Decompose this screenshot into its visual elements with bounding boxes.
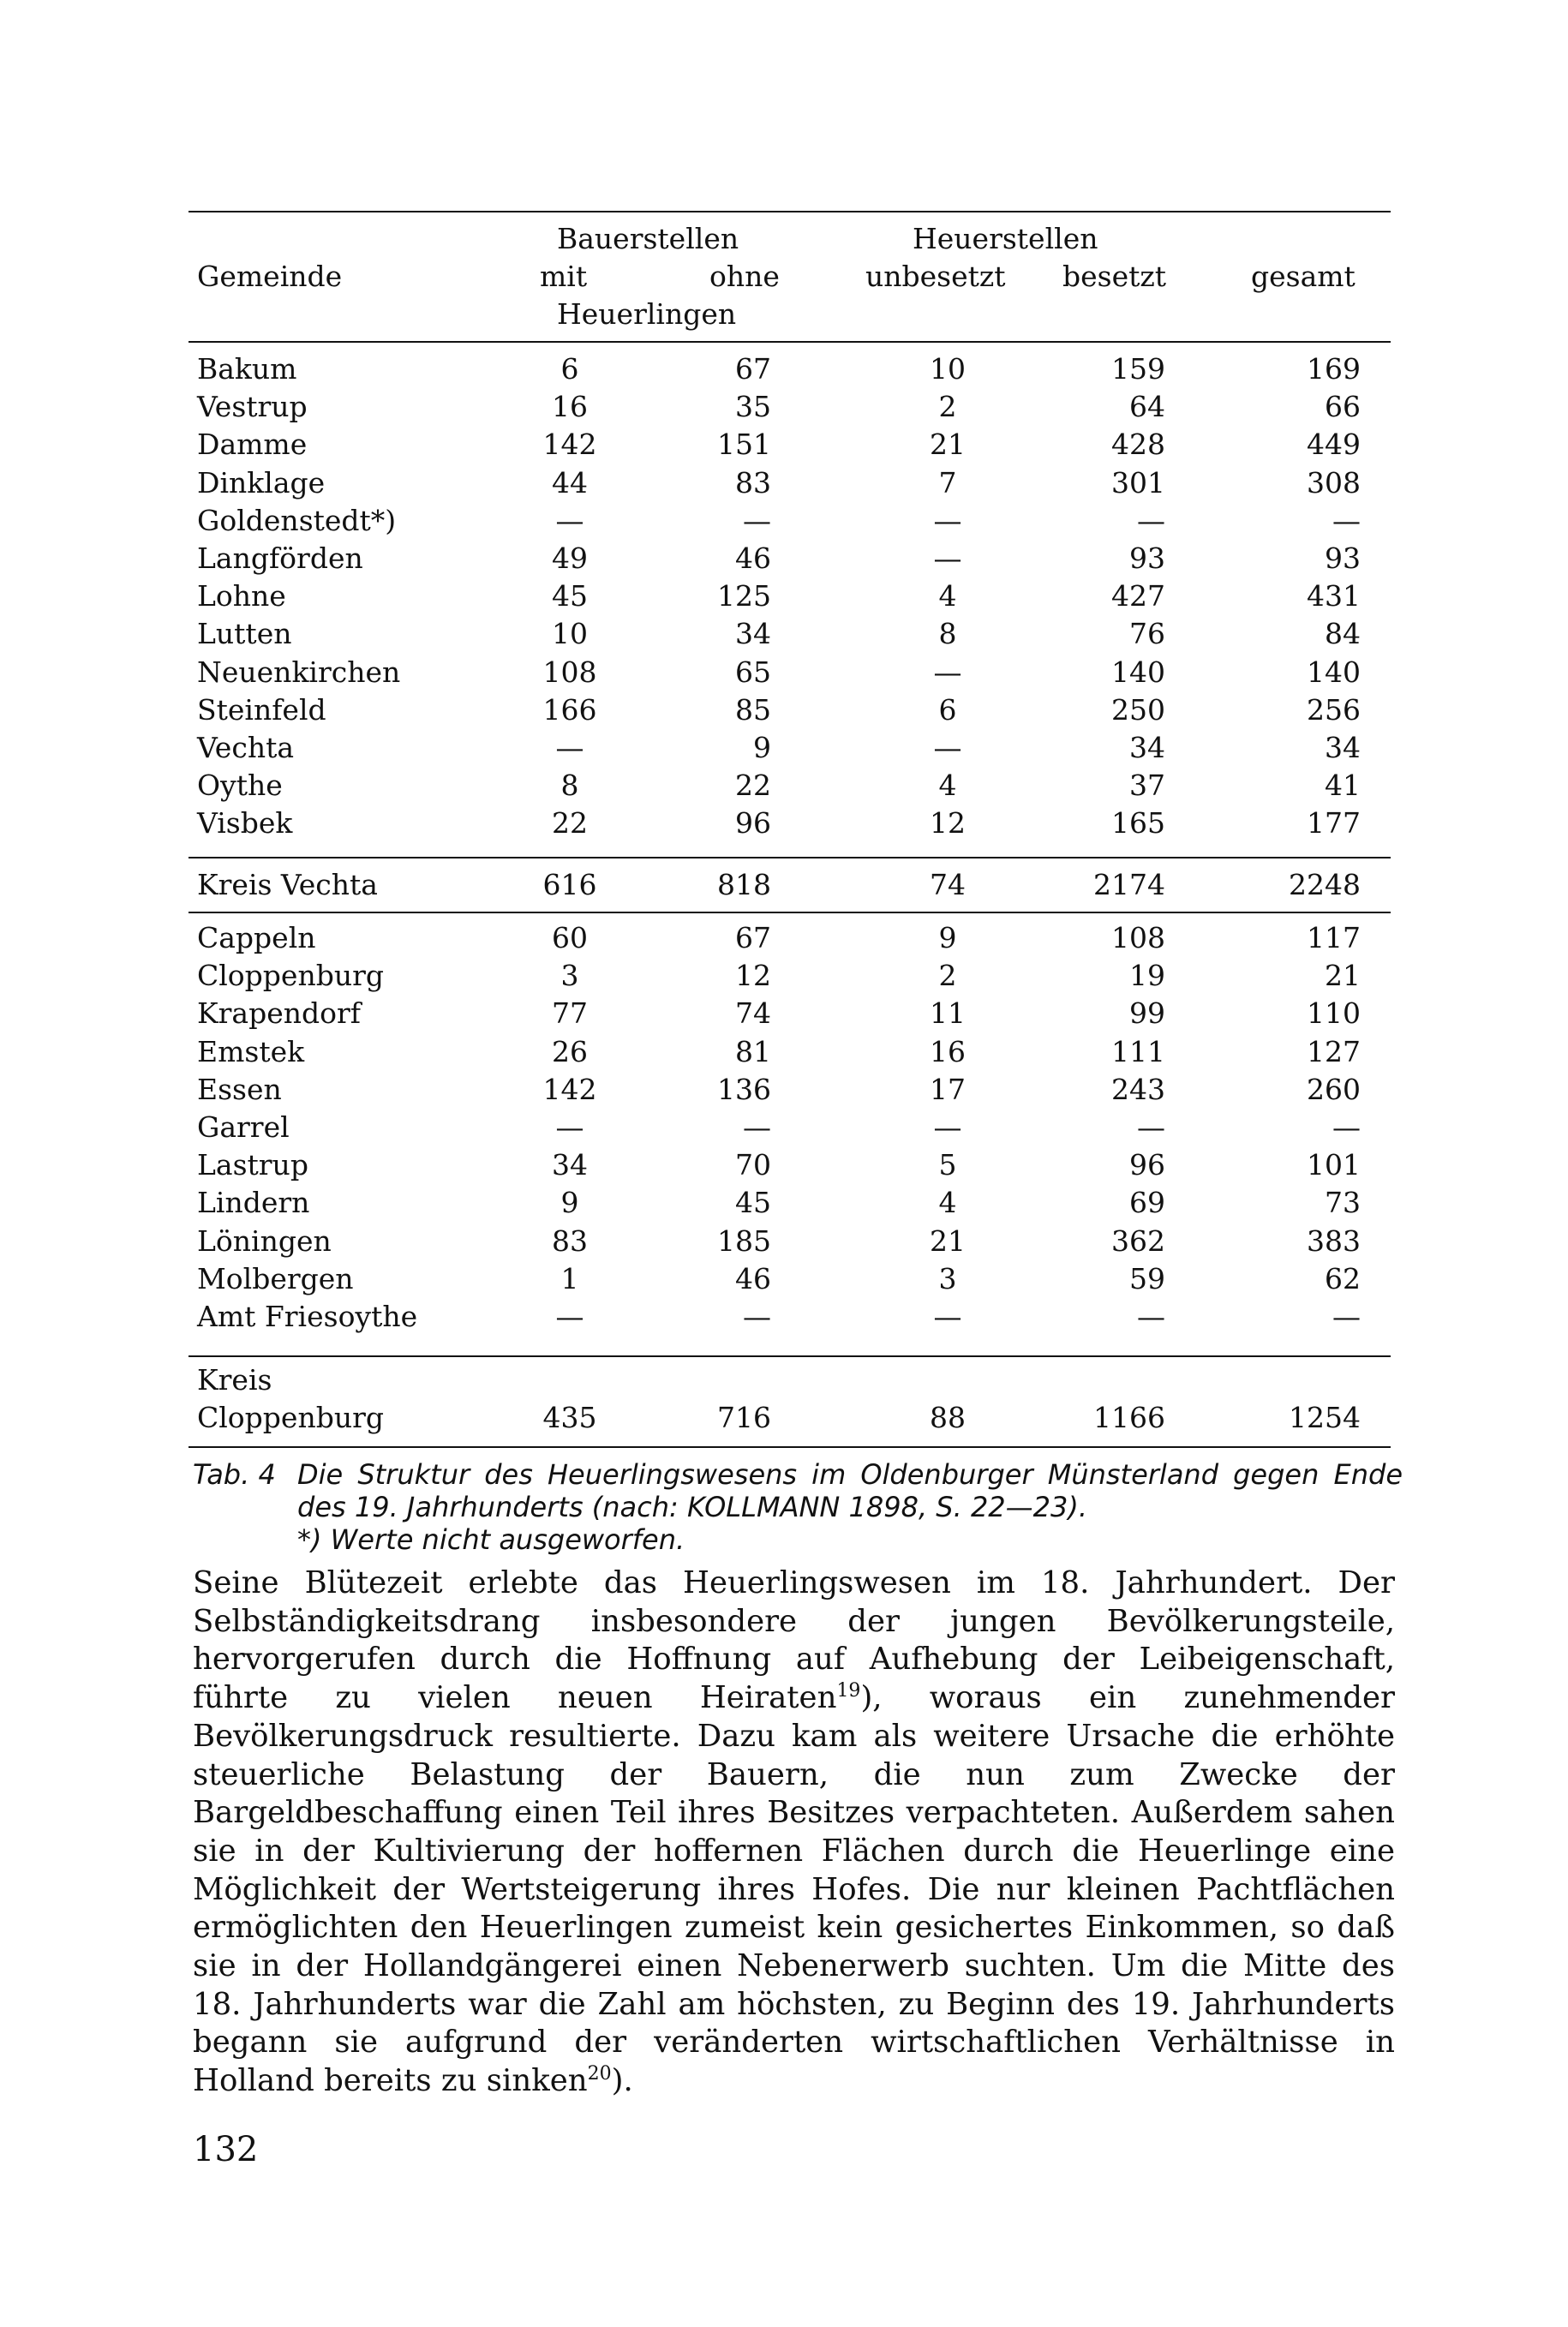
cell-ohne: 125 <box>717 579 771 613</box>
table-row <box>189 805 1391 842</box>
cell-ohne: 9 <box>753 731 771 764</box>
cell-name: Cloppenburg <box>197 959 384 993</box>
table-row <box>189 502 1391 540</box>
cell-unbesetzt: 2 <box>938 959 957 993</box>
cell-ohne: 22 <box>735 769 771 803</box>
cell-gesamt: 66 <box>1325 390 1361 424</box>
body-text-part1: Seine Blütezeit erlebte das Heuerlingswesen im 18. Jahrhundert. Der Selbständigkeitsdrang insbesondere der jungen Bevölkerungsteile, hervorgerufen durch die Hoffnung auf Aufhebung der Leibeigenschaft, führte zu vielen neuen Heiraten <box>193 1565 1395 1716</box>
cell-unbesetzt: 12 <box>930 806 966 840</box>
cell-besetzt: 428 <box>1111 428 1165 462</box>
table-row <box>189 1260 1391 1298</box>
cell-gesamt: 1254 <box>1289 1401 1361 1434</box>
cell-besetzt: 69 <box>1129 1186 1165 1220</box>
cell-unbesetzt: 9 <box>938 921 957 954</box>
footnote-ref-19: 19 <box>836 1680 861 1702</box>
cell-gesamt: 449 <box>1307 428 1361 462</box>
cell-unbesetzt: 3 <box>938 1261 957 1295</box>
table-row <box>189 654 1391 691</box>
table-row <box>189 729 1391 767</box>
cell-name: Neuenkirchen <box>197 655 401 689</box>
cell-ohne: 818 <box>717 868 771 901</box>
table-row <box>189 388 1391 426</box>
cell-besetzt: 427 <box>1111 579 1165 613</box>
table-row-kreis-cloppenburg-line1 <box>189 1361 1391 1399</box>
cell-name: Oythe <box>197 769 283 803</box>
cell-mit: — <box>555 1110 584 1144</box>
cell-ohne: 151 <box>717 428 771 462</box>
cell-mit: 3 <box>560 959 579 993</box>
cell-ohne: 12 <box>735 959 771 993</box>
cell-mit: 34 <box>552 1148 588 1182</box>
cell-gesamt: 34 <box>1325 731 1361 764</box>
cell-name: Garrel <box>197 1110 290 1144</box>
cell-unbesetzt: 4 <box>938 1186 957 1220</box>
cell-mit: 26 <box>552 1034 588 1068</box>
cell-unbesetzt: 21 <box>930 428 966 462</box>
cell-ohne: 70 <box>735 1148 771 1182</box>
cell-gesamt: 177 <box>1307 806 1361 840</box>
cell-besetzt: 19 <box>1129 959 1165 993</box>
cell-besetzt: 99 <box>1129 996 1165 1031</box>
header-mit: mit <box>540 260 588 293</box>
cell-unbesetzt: 7 <box>938 465 957 499</box>
cell-besetzt: 2174 <box>1093 868 1165 901</box>
header-gesamt: gesamt <box>1251 260 1356 293</box>
cell-unbesetzt: 10 <box>930 352 966 386</box>
cell-name: Cappeln <box>197 921 316 954</box>
cell-ohne: 45 <box>735 1186 771 1220</box>
cell-name: Krapendorf <box>197 996 361 1031</box>
cell-besetzt: 140 <box>1111 655 1165 689</box>
cell-mit: 83 <box>552 1223 588 1258</box>
cell-ohne: 81 <box>735 1034 771 1068</box>
cell-ohne: 185 <box>717 1223 771 1258</box>
cell-ohne: 83 <box>735 465 771 499</box>
cell-unbesetzt: 4 <box>938 769 957 803</box>
body-text-part3: ). <box>611 2063 633 2099</box>
table-bottom-rule <box>189 1446 1391 1448</box>
cell-mit: 616 <box>542 868 597 901</box>
cell-unbesetzt: 74 <box>930 868 966 901</box>
cell-mit: 8 <box>560 769 579 803</box>
cell-name: Amt Friesoythe <box>197 1300 418 1333</box>
cell-besetzt: 93 <box>1129 541 1165 575</box>
cloppenburg-rule-top <box>189 1355 1391 1357</box>
cell-unbesetzt: — <box>933 1110 962 1144</box>
table-row <box>189 691 1391 729</box>
header-unbesetzt: unbesetzt <box>865 260 1006 293</box>
cell-mit: — <box>555 731 584 764</box>
cell-ohne: 67 <box>735 352 771 386</box>
cell-unbesetzt: 17 <box>930 1072 966 1106</box>
table-row <box>189 350 1391 388</box>
cell-besetzt: 243 <box>1111 1072 1165 1106</box>
cell-gesamt: 101 <box>1307 1148 1361 1182</box>
cell-mit: 6 <box>560 352 579 386</box>
cell-name: Molbergen <box>197 1261 354 1295</box>
header-ohne: ohne <box>709 260 780 293</box>
table-row-kreis-cloppenburg <box>189 1399 1391 1437</box>
cell-besetzt: 34 <box>1129 731 1165 764</box>
cell-gesamt: 41 <box>1325 769 1361 803</box>
table-row <box>189 1071 1391 1109</box>
cell-unbesetzt: 8 <box>938 617 957 651</box>
cell-gesamt: 117 <box>1307 921 1361 954</box>
header-heuerstellen: Heuerstellen <box>913 222 1098 255</box>
cell-name: Steinfeld <box>197 692 326 727</box>
table-top-rule <box>189 211 1391 212</box>
cell-gesamt: 308 <box>1307 465 1361 499</box>
cell-name: Visbek <box>197 806 293 840</box>
vechta-rule-bottom <box>189 912 1391 913</box>
cell-ohne: 67 <box>735 921 771 954</box>
cell-ohne: 34 <box>735 617 771 651</box>
table-row <box>189 1223 1391 1260</box>
cell-gesamt: 21 <box>1325 959 1361 993</box>
cell-mit: — <box>555 503 584 537</box>
caption-footnote: *) Werte nicht ausgeworfen. <box>297 1523 685 1556</box>
cell-besetzt: 96 <box>1129 1148 1165 1182</box>
header-heuerlingen: Heuerlingen <box>557 297 737 331</box>
cell-besetzt: 37 <box>1129 769 1165 803</box>
cell-besetzt: 76 <box>1129 617 1165 651</box>
cell-unbesetzt: 16 <box>930 1034 966 1068</box>
cell-name: Emstek <box>197 1034 305 1068</box>
cell-mit: 16 <box>552 390 588 424</box>
cell-mit: — <box>555 1300 584 1333</box>
table-row <box>189 1146 1391 1184</box>
cell-besetzt: 1166 <box>1093 1401 1165 1434</box>
header-bottom-rule <box>189 341 1391 343</box>
cell-ohne: — <box>743 1110 771 1144</box>
cell-besetzt: — <box>1137 1110 1165 1144</box>
cell-ohne: 85 <box>735 692 771 727</box>
table-row <box>189 957 1391 995</box>
cell-name: Langförden <box>197 541 363 575</box>
cell-unbesetzt: 11 <box>930 996 966 1031</box>
cell-besetzt: 108 <box>1111 921 1165 954</box>
cell-unbesetzt: 21 <box>930 1223 966 1258</box>
table-row <box>189 540 1391 577</box>
cell-name: Bakum <box>197 352 297 386</box>
cell-unbesetzt: — <box>933 655 962 689</box>
cell-besetzt: 59 <box>1129 1261 1165 1295</box>
cell-ohne: 65 <box>735 655 771 689</box>
cell-ohne: 716 <box>717 1401 771 1434</box>
cell-name: Vestrup <box>197 390 308 424</box>
cell-mit: 10 <box>552 617 588 651</box>
cell-mit: 142 <box>542 1072 597 1106</box>
cell-unbesetzt: 4 <box>938 579 957 613</box>
cell-mit: 44 <box>552 465 588 499</box>
cell-gesamt: — <box>1332 1300 1361 1333</box>
cell-name-line2: Cloppenburg <box>197 1401 384 1434</box>
cell-gesamt: — <box>1332 503 1361 537</box>
body-text-part2: ), woraus ein zunehmender Bevölkerungsdruck resultierte. Dazu kam als weitere Ursache die erhöhte steuerliche Belastung der Bauern, die nun zum Zwecke der Bargeldbeschaffung einen Teil ihres Besitzes verpachteten. Außerdem sahen sie in der Kultivierung der hoffernen Flächen durch die Heuerlinge eine Möglichkeit der Wertsteigerung ihres Hofes. Die nur kleinen Pachtflächen ermöglichten den Heuerlingen zumeist kein gesichertes Einkommen, so daß sie in der Hollandgängerei einen Nebenerwerb suchten. Um die Mitte des 18. Jahrhunderts war die Zahl am höchsten, zu Beginn des 19. Jahrhunderts begann sie aufgrund der veränderten wirtschaftlichen Verhältnisse in Holland bereits zu sinken <box>193 1680 1395 2099</box>
footnote-ref-20: 20 <box>587 2063 612 2085</box>
cell-gesamt: 169 <box>1307 352 1361 386</box>
cell-unbesetzt: 88 <box>930 1401 966 1434</box>
cell-besetzt: 362 <box>1111 1223 1165 1258</box>
table-row-kreis-vechta <box>189 866 1391 904</box>
cell-gesamt: 256 <box>1307 692 1361 727</box>
cell-name: Lastrup <box>197 1148 308 1182</box>
caption-text: Die Struktur des Heuerlingswesens im Oldenburger Münsterland gegen Ende des 19. Jahrhunderts (nach: KOLLMANN 1898, S. 22—23). <box>297 1458 1403 1523</box>
cell-besetzt: — <box>1137 503 1165 537</box>
cell-gesamt: 2248 <box>1289 868 1361 901</box>
cell-unbesetzt: — <box>933 1300 962 1333</box>
cell-gesamt: 84 <box>1325 617 1361 651</box>
header-bauerstellen: Bauerstellen <box>557 222 739 255</box>
table-row <box>189 919 1391 957</box>
cell-besetzt: 301 <box>1111 465 1165 499</box>
cell-ohne: 46 <box>735 1261 771 1295</box>
cell-gesamt: 431 <box>1307 579 1361 613</box>
cell-gesamt: 260 <box>1307 1072 1361 1106</box>
cell-besetzt: 111 <box>1111 1034 1165 1068</box>
cell-mit: 142 <box>542 428 597 462</box>
cell-unbesetzt: — <box>933 503 962 537</box>
cell-gesamt: 140 <box>1307 655 1361 689</box>
cell-name: Damme <box>197 428 308 462</box>
cell-besetzt: 165 <box>1111 806 1165 840</box>
cell-name: Goldenstedt*) <box>197 503 397 537</box>
table-row <box>189 1033 1391 1071</box>
cell-name: Kreis Vechta <box>197 868 378 901</box>
cell-name: Dinklage <box>197 465 326 499</box>
cell-gesamt: 73 <box>1325 1186 1361 1220</box>
cell-besetzt: — <box>1137 1300 1165 1333</box>
cell-mit: 60 <box>552 921 588 954</box>
cell-mit: 435 <box>542 1401 597 1434</box>
cell-gesamt: 93 <box>1325 541 1361 575</box>
cell-gesamt: 127 <box>1307 1034 1361 1068</box>
table-row <box>189 615 1391 653</box>
table-row <box>189 767 1391 805</box>
header-besetzt: besetzt <box>1062 260 1167 293</box>
table-row <box>189 1298 1391 1336</box>
cell-ohne: — <box>743 1300 771 1333</box>
table-row <box>189 1109 1391 1146</box>
cell-besetzt: 64 <box>1129 390 1165 424</box>
table-row <box>189 464 1391 502</box>
cell-mit: 108 <box>542 655 597 689</box>
cell-name: Löningen <box>197 1223 332 1258</box>
cell-besetzt: 250 <box>1111 692 1165 727</box>
cell-ohne: 96 <box>735 806 771 840</box>
cell-mit: 45 <box>552 579 588 613</box>
cell-ohne: 46 <box>735 541 771 575</box>
cell-gesamt: 383 <box>1307 1223 1361 1258</box>
cell-name: Lindern <box>197 1186 310 1220</box>
cell-mit: 77 <box>552 996 588 1031</box>
cell-unbesetzt: 6 <box>938 692 957 727</box>
cell-besetzt: 159 <box>1111 352 1165 386</box>
cell-gesamt: 62 <box>1325 1261 1361 1295</box>
cell-gesamt: — <box>1332 1110 1361 1144</box>
cell-mit: 22 <box>552 806 588 840</box>
cell-name-line1: Kreis <box>197 1363 272 1397</box>
page-number: 132 <box>193 2130 259 2169</box>
cell-name: Lohne <box>197 579 286 613</box>
cell-gesamt: 110 <box>1307 996 1361 1031</box>
cell-name: Essen <box>197 1072 282 1106</box>
table-row <box>189 577 1391 615</box>
cell-unbesetzt: 2 <box>938 390 957 424</box>
body-paragraph <box>193 1564 1395 2101</box>
cell-ohne: 35 <box>735 390 771 424</box>
cell-name: Vechta <box>197 731 295 764</box>
cell-ohne: — <box>743 503 771 537</box>
table-row <box>189 995 1391 1032</box>
cell-unbesetzt: 5 <box>938 1148 957 1182</box>
cell-mit: 49 <box>552 541 588 575</box>
cell-ohne: 74 <box>735 996 771 1031</box>
vechta-rule-top <box>189 857 1391 858</box>
cell-unbesetzt: — <box>933 541 962 575</box>
table-row <box>189 426 1391 464</box>
cell-mit: 1 <box>560 1261 579 1295</box>
cell-mit: 9 <box>560 1186 579 1220</box>
caption-label: Tab. 4 <box>193 1458 276 1491</box>
cell-ohne: 136 <box>717 1072 771 1106</box>
cell-name: Lutten <box>197 617 292 651</box>
header-gemeinde: Gemeinde <box>197 260 343 293</box>
cell-mit: 166 <box>542 692 597 727</box>
table-row <box>189 1184 1391 1222</box>
cell-unbesetzt: — <box>933 731 962 764</box>
